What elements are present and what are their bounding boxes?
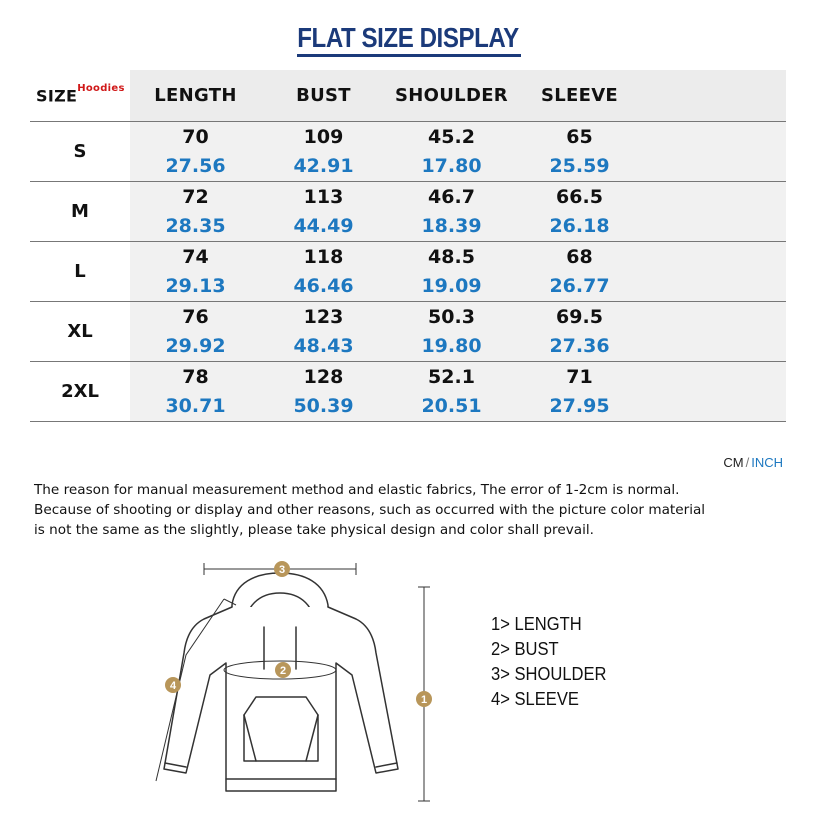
inch-value: 18.39 [421,214,482,237]
row-spacer [642,182,786,242]
inch-value: 44.49 [293,214,354,237]
note-line: is not the same as the slightly, please take physical design and color shall prevail. [34,522,594,538]
hoodie-diagram [140,555,460,811]
size-cell: S [30,122,130,182]
length-cell [130,242,261,302]
size-cell: 2XL [30,362,130,422]
size-corner-cell [30,70,130,122]
hoodies-label: Hoodies [77,83,125,94]
column-header-shoulder: SHOULDER [386,70,517,122]
cm-value: 78 [182,365,209,388]
bust-cell [261,302,386,362]
marker-1-label: 1 [420,694,428,706]
table-header-row [30,70,786,122]
inch-value: 26.77 [549,274,610,297]
cm-value: 48.5 [428,245,475,268]
size-cell: M [30,182,130,242]
row-spacer [642,242,786,302]
inch-value: 29.13 [165,274,226,297]
table-row [30,362,786,422]
cm-value: 118 [303,245,344,268]
inch-value: 46.46 [293,274,354,297]
table-row [30,122,786,182]
cm-value: 69.5 [556,305,603,328]
unit-cm: CM [723,455,744,470]
inch-value: 28.35 [165,214,226,237]
inch-value: 27.95 [549,394,610,417]
unit-inch: INCH [751,455,783,470]
legend-item: 4> SLEEVE [491,689,579,709]
legend-item: 2> BUST [491,639,559,659]
row-spacer [642,302,786,362]
length-cell [130,362,261,422]
inch-value: 25.59 [549,154,610,177]
table-row [30,302,786,362]
inch-value: 48.43 [293,334,354,357]
bust-cell [261,362,386,422]
body-outline [164,607,398,791]
unit-separator: / [745,455,750,470]
cm-value: 45.2 [428,125,475,148]
shoulder-cell [386,302,517,362]
size-cell: XL [30,302,130,362]
column-header-length: LENGTH [130,70,261,122]
title-underline [297,54,521,57]
marker-4-label: 4 [169,680,177,692]
cm-value: 46.7 [428,185,475,208]
sleeve-cell [517,302,642,362]
inch-value: 20.51 [421,394,482,417]
cm-value: 76 [182,305,209,328]
inch-value: 26.18 [549,214,610,237]
size-table [30,70,786,422]
marker-2-label: 2 [279,665,287,677]
cm-value: 65 [566,125,593,148]
length-cell [130,122,261,182]
length-cell [130,302,261,362]
table-row [30,242,786,302]
sleeve-cell [517,122,642,182]
inch-value: 27.56 [165,154,226,177]
bust-cell [261,242,386,302]
bust-cell [261,182,386,242]
size-label: SIZE [36,86,78,106]
cm-value: 50.3 [428,305,475,328]
inch-value: 42.91 [293,154,354,177]
cm-value: 72 [182,185,209,208]
units-label [723,455,783,470]
cm-value: 123 [303,305,344,328]
inch-value: 29.92 [165,334,226,357]
shoulder-cell [386,122,517,182]
inch-value: 19.80 [421,334,482,357]
measurement-note [34,480,794,540]
sleeve-cell [517,182,642,242]
size-cell: L [30,242,130,302]
sleeve-cell [517,242,642,302]
shoulder-cell [386,182,517,242]
length-cell [130,182,261,242]
legend-item: 1> LENGTH [491,614,582,634]
bust-cell [261,122,386,182]
cm-value: 68 [566,245,593,268]
shoulder-cell [386,242,517,302]
cm-value: 113 [303,185,344,208]
header-spacer [642,70,786,122]
cm-value: 128 [303,365,344,388]
cm-value: 70 [182,125,209,148]
note-line: Because of shooting or display and other reasons, such as occurred with the picture color material [34,502,706,518]
shoulder-cell [386,362,517,422]
cm-value: 71 [566,365,593,388]
cm-value: 109 [303,125,344,148]
cm-value: 52.1 [428,365,475,388]
inch-value: 30.71 [165,394,226,417]
inch-value: 27.36 [549,334,610,357]
inch-value: 19.09 [421,274,482,297]
table-row [30,182,786,242]
row-spacer [642,122,786,182]
measurement-legend [491,612,617,712]
cm-value: 66.5 [556,185,603,208]
column-header-bust: BUST [261,70,386,122]
column-header-sleeve: SLEEVE [517,70,642,122]
sleeve-cell [517,362,642,422]
note-line: The reason for manual measurement method and elastic fabrics, The error of 1-2cm is normal. [34,482,680,498]
legend-item: 3> SHOULDER [491,664,607,684]
inch-value: 17.80 [421,154,482,177]
page-title: FLAT SIZE DISPLAY [297,22,519,53]
inch-value: 50.39 [293,394,354,417]
marker-3-label: 3 [278,564,286,576]
cm-value: 74 [182,245,209,268]
row-spacer [642,362,786,422]
